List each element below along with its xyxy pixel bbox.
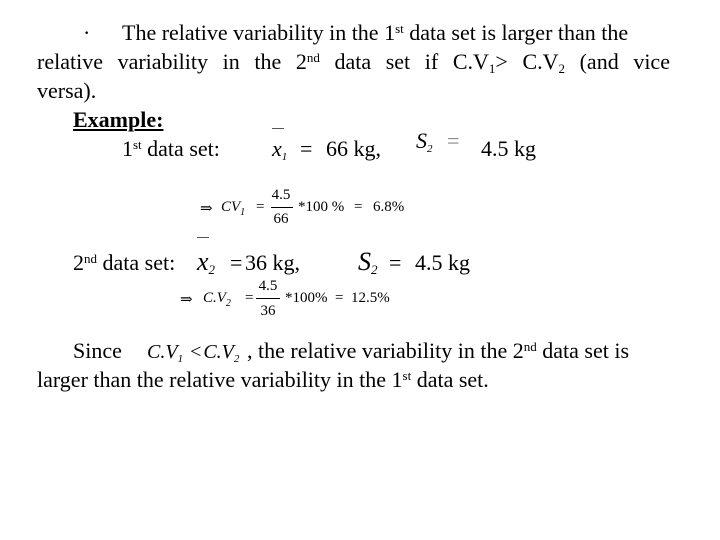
example-label: Example: bbox=[73, 107, 164, 132]
conclusion-line2: larger than the relative variability in the 1st data set. bbox=[37, 367, 489, 392]
set2-eq: = bbox=[230, 250, 243, 275]
set1-eq: = bbox=[300, 136, 313, 161]
set2-cv-eq2: = bbox=[335, 290, 344, 306]
set2-s-eq: = bbox=[389, 250, 402, 275]
para1-line3: versa). bbox=[37, 78, 97, 103]
set2-cv-mult: *100% bbox=[285, 290, 328, 306]
set1-s-eq: = bbox=[447, 128, 460, 153]
set2-cv-arrow: ⇒ bbox=[180, 292, 193, 308]
bullet: · bbox=[83, 20, 91, 45]
set1-cv-num: 4.5 bbox=[271, 187, 291, 203]
set2-s: $S_2$ bbox=[358, 247, 378, 277]
set2-mean-value: 36 kg, bbox=[245, 250, 300, 275]
set2-s-value: 4.5 kg bbox=[415, 250, 470, 275]
set2-cv-eq: = bbox=[245, 290, 254, 306]
cv2: $C.V_2$ bbox=[522, 49, 565, 76]
set1-cv-eq2: = bbox=[354, 199, 363, 215]
conclusion-line1: , the relative variability in the 2nd data set is bbox=[247, 338, 630, 363]
conclusion-inequality: $C.V_1 < C.V_2$ bbox=[147, 341, 240, 365]
set2-xbar-overline bbox=[197, 237, 209, 238]
set1-cv-arrow: ⇒ bbox=[200, 201, 213, 217]
set1-cv-den: 66 bbox=[273, 211, 289, 227]
set1-mean-value: 66 kg, bbox=[326, 136, 381, 161]
set1-cv: $CV_1$ bbox=[221, 199, 246, 218]
set2-xbar: $x_2$ bbox=[197, 247, 216, 277]
set1-cv-mult: *100 % bbox=[298, 199, 345, 215]
cv1-gt: $C.V_1>$ bbox=[452, 49, 508, 76]
para1-line2: relative variability in the 2nd data set if $C.V_1>$ $C.V_2$ (and vice bbox=[37, 49, 670, 76]
set1-s: $S_2$ bbox=[416, 128, 433, 155]
conclusion-since: Since bbox=[73, 338, 122, 363]
set2-cv-result: 12.5% bbox=[351, 290, 390, 306]
set2-fraction-bar bbox=[256, 298, 280, 299]
set1-s-value: 4.5 kg bbox=[481, 136, 536, 161]
set2-label: 2nd data set: bbox=[73, 250, 176, 275]
para1-line1: The relative variability in the 1st data set is larger than the bbox=[122, 20, 629, 45]
set1-fraction-bar bbox=[271, 207, 293, 208]
set2-cv: $C.V_2$ bbox=[203, 290, 231, 309]
set1-xbar: $x_1$ bbox=[272, 136, 288, 163]
set1-label: 1st data set: bbox=[122, 136, 220, 161]
set1-cv-eq: = bbox=[256, 199, 265, 215]
set2-cv-den: 36 bbox=[260, 303, 276, 319]
set1-xbar-overline bbox=[272, 128, 284, 129]
word-2nd: 2nd bbox=[295, 49, 320, 74]
set1-cv-result: 6.8% bbox=[373, 199, 405, 215]
set2-cv-num: 4.5 bbox=[258, 278, 278, 294]
